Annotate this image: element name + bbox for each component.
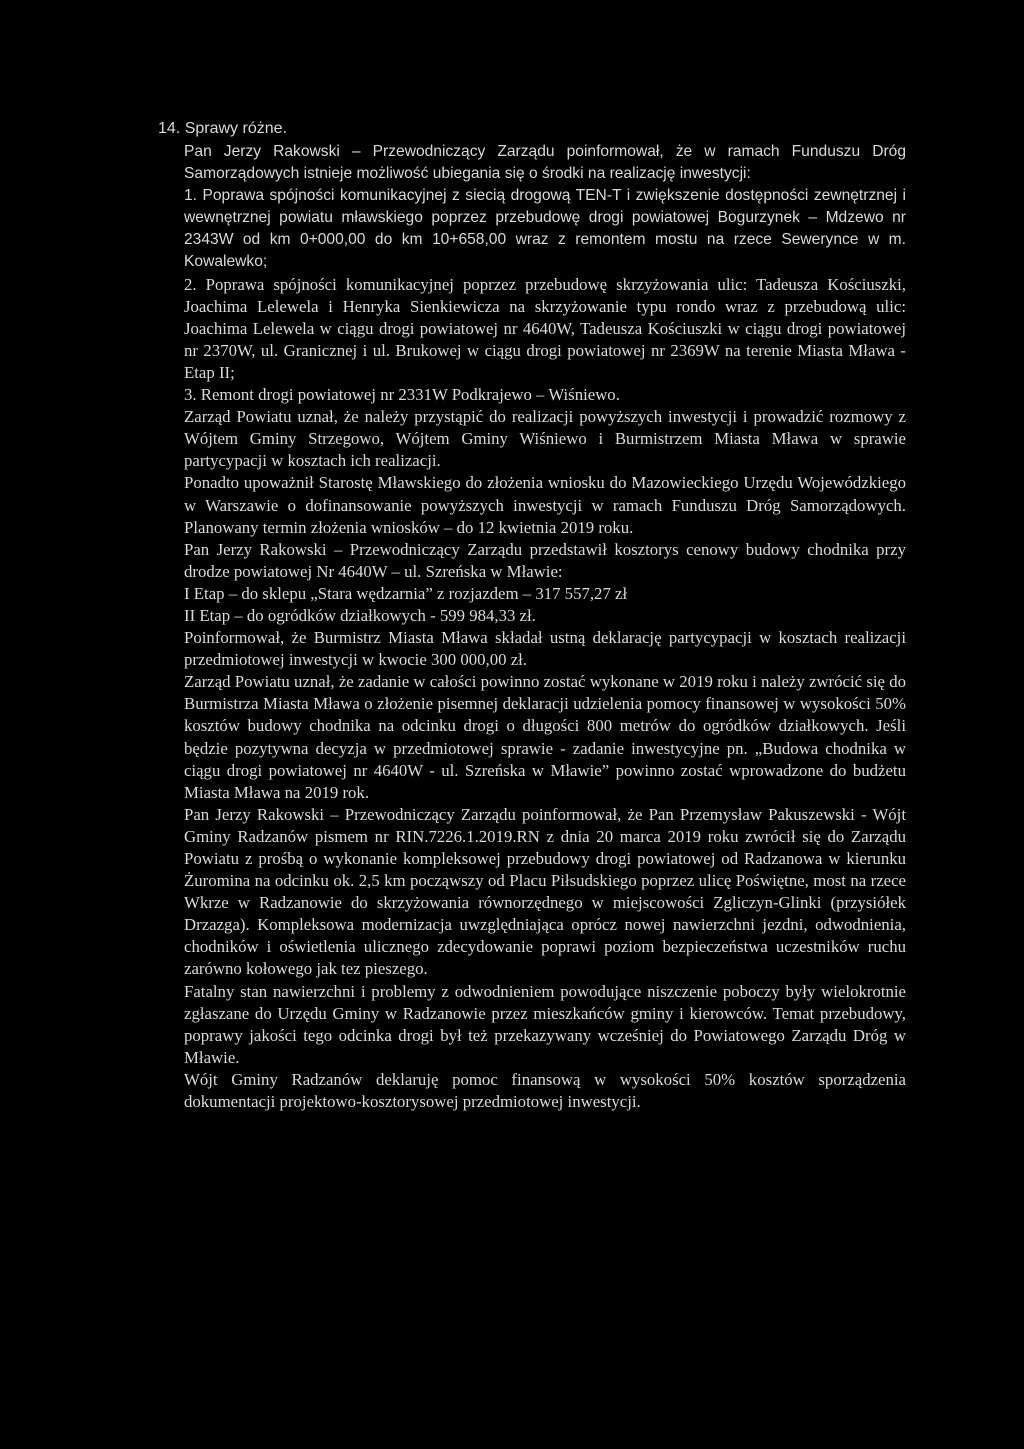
section-heading: 14. Sprawy różne. xyxy=(158,120,287,137)
list-item-investment-2: 2. Poprawa spójności komunikacyjnej poprzez przebudowę skrzyżowania ulic: Tadeusza Kościuszki, Joachima Lelewela i Henryka Sienkiewicza na skrzyżowanie typu rondo wraz z przebudową ulic: Joachima Lelewela w ciągu drogi powiatowej nr 4640W, Tadeusza Kościuszki w ciągu drogi powiatowej nr 2370W, ul. Granicznej i ul. Brukowej w ciągu drogi powiatowej nr 2369W na terenie Miasta Mława - Etap II; xyxy=(184,274,906,382)
paragraph-radzanow-request: Pan Jerzy Rakowski – Przewodniczący Zarządu poinformował, że Pan Przemysław Pakuszewski - Wójt Gminy Radzanów pismem nr RIN.7226.1.2019.RN z dnia 20 marca 2019 roku zwrócił się do Zarządu Powiatu z prośbą o wykonanie kompleksowej przebudowy drogi powiatowej od Radzanowa w kierunku Żuromina na odcinku ok. 2,5 km począwszy od Placu Piłsudskiego poprzez ulicę Poświętne, most na rzece Wkrze w Radzanowie do skrzyżowania równorzędnego w miejscowości Zgliczyn-Glinki (przysiółek Drzazga). Kompleksowa modernizacja uwzględniająca oprócz nowej nawierzchni jezdni, odwodnienia, chodników i oświetlenia ulicznego zdecydowanie poprawi poziom bezpieczeństwa uczestników ruchu zarówno kołowego jak tez pieszego. xyxy=(184,804,906,979)
paragraph-road-condition: Fatalny stan nawierzchni i problemy z odwodnieniem powodujące niszczenie poboczy były wielokrotnie zgłaszane do Urzędu Gminy w Radzanowie przez mieszkańców gminy i kierowców. Temat przebudowy, poprawy jakości tego odcinka drogi był też przekazywany wcześniej do Powiatowego Zarządu Dróg w Mławie. xyxy=(184,981,906,1067)
paragraph-intro: Pan Jerzy Rakowski – Przewodniczący Zarządu poinformował, że w ramach Funduszu Dróg Samorządowych istnieje możliwość ubiegania się o środki na realizację inwestycji: xyxy=(184,143,906,183)
line-stage-2: II Etap – do ogródków działkowych - 599 984,33 zł. xyxy=(184,605,536,625)
paragraph-mayor-declaration: Poinformował, że Burmistrz Miasta Mława składał ustną deklarację partycypacji w kosztach realizacji przedmiotowej inwestycji w kwocie 300 000,00 zł. xyxy=(184,628,906,670)
paragraph-sidewalk-decision: Zarząd Powiatu uznał, że zadanie w całości powinno zostać wykonane w 2019 roku i należy zwrócić się do Burmistrza Miasta Mława o złożenie pisemnej deklaracji udzielenia pomocy finansowej w wysokości 50% kosztów budowy chodnika na odcinku drogi o długości 800 metrów do ogródków działkowych. Jeśli będzie pozytywna decyzja w przedmiotowej sprawie - zadanie inwestycyjne pn. „Budowa chodnika w ciągu drogi powiatowej nr 4640W - ul. Szreńska w Mławie” powinno zostać wprowadzone do budżetu Miasta Mława na 2019 rok. xyxy=(184,672,906,802)
line-stage-1: I Etap – do sklepu „Stara wędzarnia” z rozjazdem – 317 557,27 zł xyxy=(184,583,628,603)
list-item-investment-1: 1. Poprawa spójności komunikacyjnej z siecią drogową TEN-T i zwiększenie dostępności zewnętrznej i wewnętrznej powiatu mławskiego poprzez przebudowę drogi powiatowej Bogurzynek – Mdzewo nr 2343W od km 0+000,00 do km 10+658,00 wraz z remontem mostu na rzece Sewerynce w m. Kowalewko; xyxy=(184,187,906,271)
paragraph-cost-estimate: Pan Jerzy Rakowski – Przewodniczący Zarządu przedstawił kosztorys cenowy budowy chodnika przy drodze powiatowej Nr 4640W – ul. Szreńska w Mławie: xyxy=(184,539,906,581)
document-body xyxy=(184,141,906,1113)
paragraph-board-decision: Zarząd Powiatu uznał, że należy przystąpić do realizacji powyższych inwestycji i prowadzić rozmowy z Wójtem Gminy Strzegowo, Wójtem Gminy Wiśniewo i Burmistrzem Miasta Mława w sprawie partycypacji w kosztach ich realizacji. xyxy=(184,407,906,471)
paragraph-authorization: Ponadto upoważnił Starostę Mławskiego do złożenia wniosku do Mazowieckiego Urzędu Wojewódzkiego w Warszawie o dofinansowanie powyższych inwestycji w ramach Funduszu Dróg Samorządowych. Planowany termin złożenia wniosków – do 12 kwietnia 2019 roku. xyxy=(184,473,906,537)
paragraph-financial-declaration: Wójt Gminy Radzanów deklaruję pomoc finansową w wysokości 50% kosztów sporządzenia dokumentacji projektowo-kosztorysowej przedmiotowej inwestycji. xyxy=(184,1069,906,1112)
list-item-investment-3: 3. Remont drogi powiatowej nr 2331W Podkrajewo – Wiśniewo. xyxy=(184,385,620,405)
